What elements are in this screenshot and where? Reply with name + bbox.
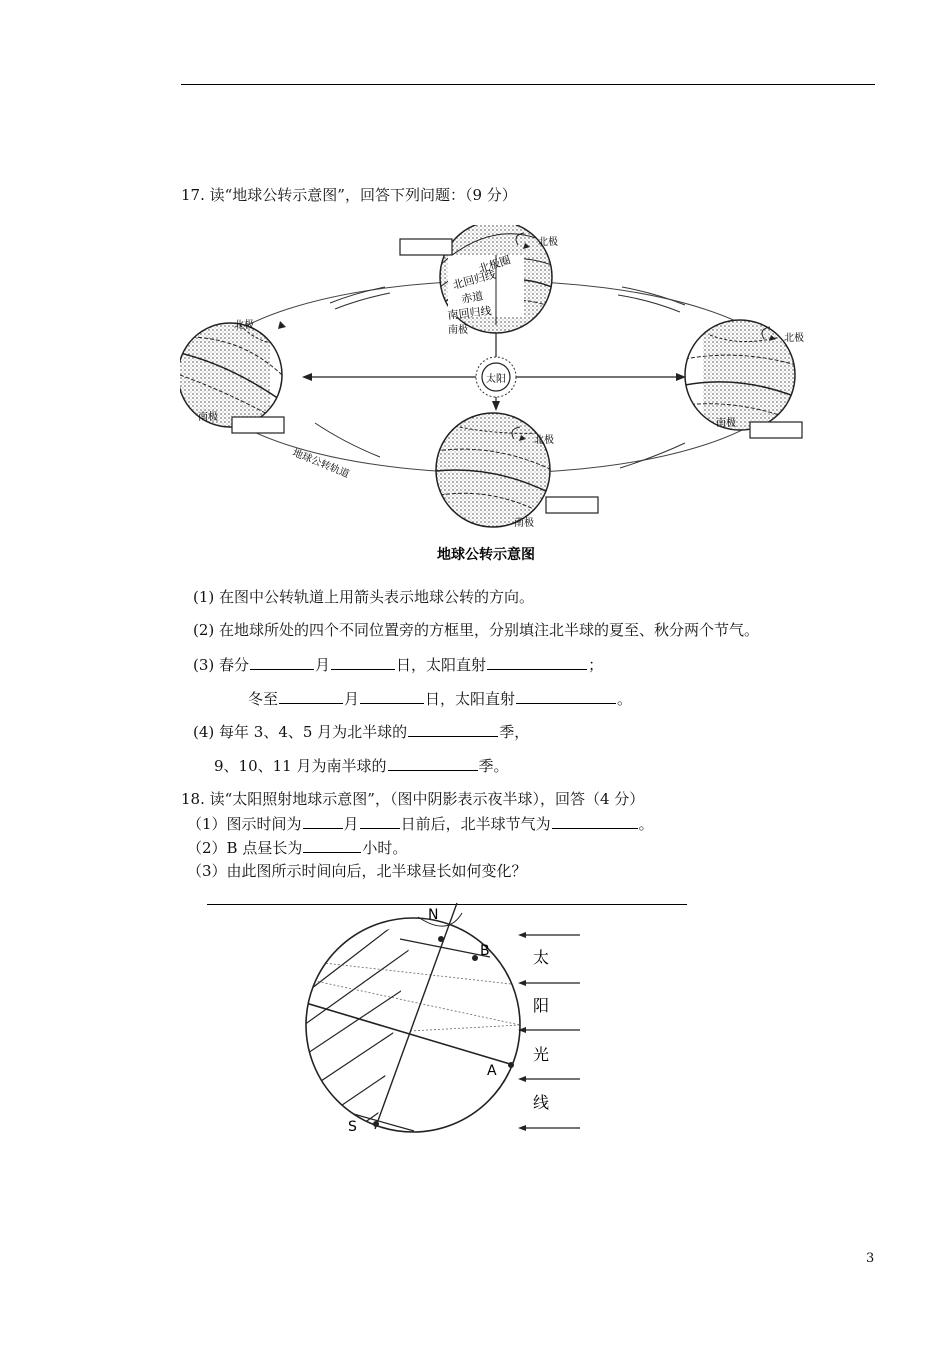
blank-winter-month[interactable] [279,689,343,704]
q17-item4-line1: (4) 每年 3、4、5 月为北半球的 季， [193,723,530,741]
blank-spring-direct[interactable] [487,655,587,670]
box-left [232,417,284,433]
sunlight-diagram [290,895,600,1145]
blank-q18-month[interactable] [303,814,343,829]
box-bottom [546,497,598,513]
q17-title: 17. 读“地球公转示意图”，回答下列问题：（9 分） [181,186,517,204]
sun-char-1: 太 [533,948,550,967]
orbit-label: 地球公转轨道 [290,447,351,481]
earth-left [180,320,290,430]
left-south-pole: 南极 [198,412,218,423]
blank-spring-day[interactable] [331,655,395,670]
q17-item1: (1) 在图中公转轨道上用箭头表示地球公转的方向。 [193,588,535,606]
blank-q18-day[interactable] [360,814,400,829]
q17-item2: (2) 在地球所处的四个不同位置旁的方框里，分别填注北半球的夏至、秋分两个节气。 [193,621,760,639]
bottom-south-pole: 南极 [514,518,534,529]
blank-north-season[interactable] [408,722,498,737]
left-north-pole: 北极 [234,320,254,331]
q18-item2: （2）B 点昼长为 小时。 [187,839,408,857]
top-north-pole: 北极 [538,237,558,248]
blank-q18-daylength[interactable] [303,838,361,853]
blank-q18-term[interactable] [552,814,638,829]
bottom-north-pole: 北极 [534,435,554,446]
q17-item3-line2: 冬至 月 日，太阳直射 。 [248,690,633,708]
revolution-diagram [180,225,820,570]
label-tropic-cancer: 北回归线 [451,267,498,292]
q17-item4-line2: 9、10、11 月为南半球的 季。 [214,757,509,775]
header-rule [181,84,875,85]
right-south-pole: 南极 [716,418,736,429]
box-top [400,239,452,255]
blank-south-season[interactable] [388,756,478,771]
label-arctic-circle: 北极圈 [476,253,513,276]
blank-winter-day[interactable] [360,689,424,704]
label-tropic-capricorn: 南回归线 [446,304,493,322]
q17-item3-line1: (3) 春分 月 日，太阳直射 ； [193,656,604,674]
box-right [750,422,802,438]
sun-char-3: 光 [533,1045,550,1064]
sun-label: 太阳 [486,374,506,385]
point-N: N [428,907,439,923]
right-north-pole: 北极 [784,333,804,344]
top-south-pole: 南极 [448,325,468,336]
point-S: S [348,1119,357,1135]
q17-item3-label: (3) 春分 [193,656,250,674]
blank-winter-direct[interactable] [516,689,616,704]
figure-caption: 地球公转示意图 [437,547,535,563]
point-B: B [480,943,490,959]
blank-spring-month[interactable] [250,655,314,670]
label-equator: 赤道 [460,289,485,306]
point-A: A [487,1063,497,1079]
sun-char-2: 阳 [533,996,550,1015]
page-number: 3 [866,1251,875,1266]
q18-title: 18. 读“太阳照射地球示意图”，（图中阴影表示夜半球），回答（4 分） [181,790,645,808]
sun-char-4: 线 [533,1093,550,1112]
q18-item3: （3）由此图所示时间向后，北半球昼长如何变化？ [187,862,527,880]
q18-item1: （1）图示时间为 月 日前后，北半球节气为 。 [187,815,654,833]
